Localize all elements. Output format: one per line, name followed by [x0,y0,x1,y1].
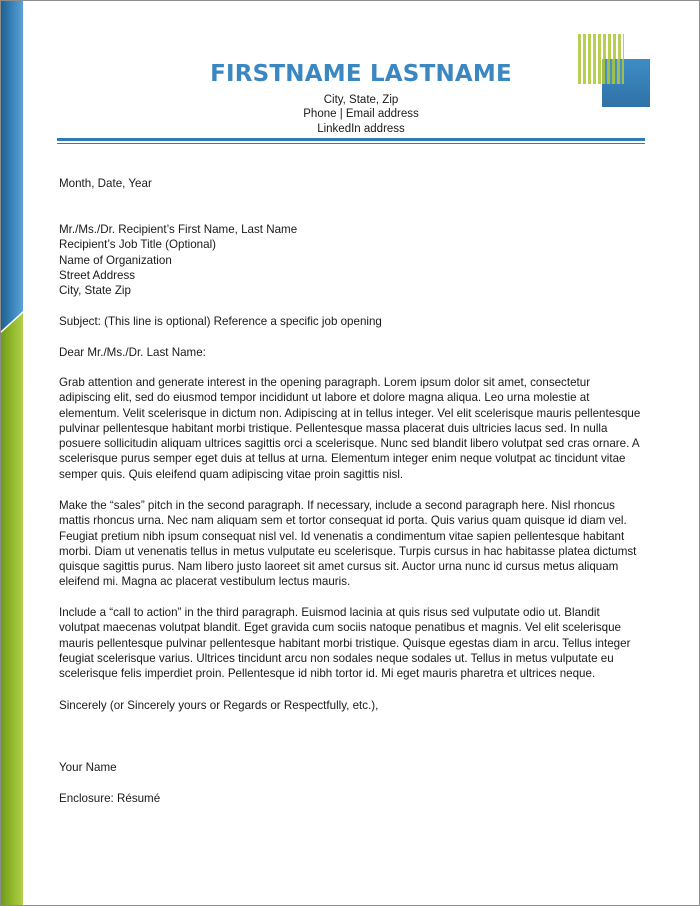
paragraph-line: quisque sagittis purus. Nam libero justo laoreet sit amet cursus sit. Auctor urna nunc id cursus metus aliquam [59,560,619,574]
recipient-line: Mr./Ms./Dr. Recipient’s First Name, Last Name [59,223,298,236]
paragraph-line: scelerisque purus semper eget duis at tellus at urna. Elementum integer enim neque volutpat ac tincidunt vitae [59,452,626,466]
recipient-line: Recipient’s Job Title (Optional) [59,238,217,252]
recipient-block [59,222,645,298]
closing-line: Sincerely (or Sincerely yours or Regards or Respectfully, etc.), [59,699,379,712]
paragraph-line: semper quis. Quis eleifend quam adipiscing vitae proin sagittis nisl. [59,467,404,481]
header-divider-thin [57,143,645,144]
signature-name: Your Name [59,761,117,774]
header-divider-thick [57,138,645,141]
paragraph-line: Feugiat pretium nibh ipsum consequat nisl vel. Id venenatis a condimentum vitae sapien pellentesque habitant [59,529,625,543]
paragraph-line: Grab attention and generate interest in the opening paragraph. Lorem ipsum dolor sit amet, consectetur [59,376,591,389]
recipient-line: Name of Organization [59,253,172,267]
paragraph-line: posuere sollicitudin aliquam ultrices sagittis orci a scelerisque. Nunc sed blandit libero volutpat sed cras ornare. A [59,437,640,451]
paragraph-line: Include a “call to action” in the third paragraph. Euismod lacinia at quis risus sed vulputate odio ut. Blandit [59,606,600,619]
applicant-name: FIRSTNAME LASTNAME [210,61,512,87]
paragraph-sales-pitch [59,498,645,590]
paragraph-line: elementum. Velit scelerisque in dictum non. Adipiscing at in tellus integer. Vel elit scelerisque mauris pellentesque [59,406,641,420]
letter-date: Month, Date, Year [59,177,152,190]
paragraph-line: mattis rhoncus urna. Nec nam aliquam sem et tortor consequat id porta. Quis varius quam quisque id diam vel. [59,514,627,528]
paragraph-line: volutpat maecenas volutpat blandit. Eget gravida cum sociis natoque penatibus et magnis. Vel elit scelerisque [59,621,621,635]
applicant-address: City, State, Zip [323,94,399,106]
paragraph-opening [59,375,645,482]
paragraph-line: eleifend mi. Magna ac placerat vestibulum lectus mauris. [59,575,351,589]
paragraph-line: Make the “sales” pitch in the second paragraph. If necessary, include a second paragraph here. Nisl rhoncus [59,499,615,512]
recipient-line: City, State Zip [59,284,131,298]
paragraph-line: feugiat scelerisque varius. Ultrices tincidunt arcu non sodales neque sodales ut. Tellus in metus vulputate eu [59,651,614,665]
enclosure-line: Enclosure: Résumé [59,792,161,805]
left-green-accent-bar [1,313,23,905]
paragraph-line: scelerisque felis imperdiet proin. Pellentesque id nibh tortor id. Mi eget mauris pharetra et ultrices neque. [59,667,596,681]
applicant-phone-email: Phone | Email address [303,108,419,120]
paragraph-line: morbi. Diam ut venenatis tellus in metus vulputate eu scelerisque. Turpis cursus in hac habitasse platea dictumst [59,544,637,558]
paragraph-line: mauris pellentesque pulvinar pellentesque habitant morbi tristique. Quisque egestas diam in arcu. Tellus integer [59,636,631,650]
paragraph-line: pulvinar pellentesque habitant morbi tristique. Pellentesque massa placerat duis ultricies lacus sed. In nulla [59,421,608,435]
salutation: Dear Mr./Ms./Dr. Last Name: [59,346,206,359]
applicant-linkedin: LinkedIn address [317,123,405,135]
recipient-line: Street Address [59,268,136,282]
left-blue-accent-bar [1,1,23,331]
paragraph-call-to-action [59,605,645,681]
paragraph-line: adipiscing elit, sed do eiusmod tempor incididunt ut labore et dolore magna aliqua. Leo urna molestie at [59,391,590,405]
subject-line: Subject: (This line is optional) Reference a specific job opening [59,315,382,328]
